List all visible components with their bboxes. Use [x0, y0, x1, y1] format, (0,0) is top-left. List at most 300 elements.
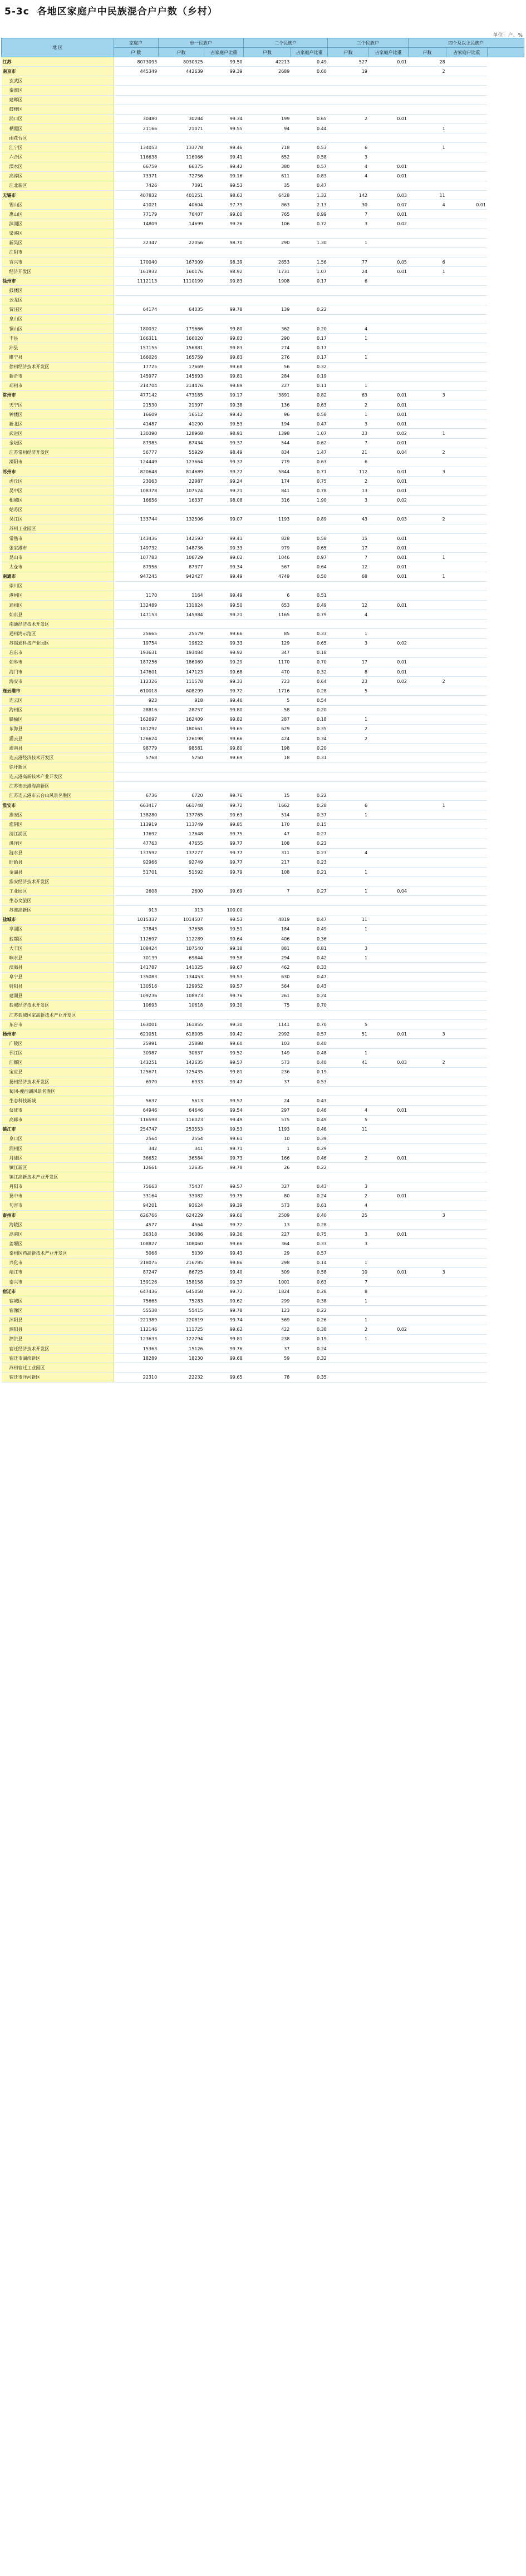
- data-cell: [291, 896, 327, 905]
- data-cell: 1: [328, 867, 368, 876]
- data-cell: [158, 1087, 204, 1096]
- data-cell: [408, 238, 446, 247]
- data-cell: 5: [328, 1115, 368, 1124]
- data-cell: [408, 1354, 446, 1363]
- table-row: [2, 620, 524, 629]
- data-cell: 2653: [244, 257, 291, 266]
- data-cell: 99.77: [204, 839, 244, 848]
- data-cell: 0.02: [368, 677, 408, 686]
- table-row: [2, 105, 524, 114]
- data-cell: [368, 371, 408, 381]
- data-cell: 99.39: [204, 1201, 244, 1210]
- data-cell: 3: [328, 1230, 368, 1239]
- data-cell: [204, 781, 244, 791]
- region-name: 丹徒区: [2, 1153, 114, 1163]
- data-cell: [408, 648, 446, 657]
- data-cell: [368, 810, 408, 820]
- data-cell: 99.42: [204, 410, 244, 419]
- data-cell: 1: [328, 810, 368, 820]
- data-cell: 0.49: [291, 57, 327, 67]
- data-cell: [408, 1010, 446, 1020]
- data-cell: 99.41: [204, 534, 244, 543]
- data-cell: 99.50: [204, 601, 244, 610]
- data-cell: [446, 448, 487, 457]
- data-cell: 180032: [114, 324, 158, 333]
- data-cell: [408, 820, 446, 829]
- data-cell: 236: [244, 1067, 291, 1077]
- region-name: 如东县: [2, 610, 114, 620]
- data-cell: 253553: [158, 1124, 204, 1134]
- data-cell: [114, 247, 158, 257]
- data-cell: 0.51: [291, 591, 327, 600]
- data-cell: 129952: [158, 982, 204, 991]
- region-name: 新沂市: [2, 371, 114, 381]
- data-cell: 1: [328, 238, 368, 247]
- table-header: [2, 38, 524, 57]
- data-cell: 99.17: [204, 390, 244, 400]
- data-cell: [158, 86, 204, 95]
- data-cell: [368, 877, 408, 886]
- data-cell: 0.61: [291, 1201, 327, 1210]
- data-cell: 33164: [114, 1191, 158, 1201]
- data-cell: [114, 505, 158, 514]
- data-cell: 1015337: [114, 915, 158, 924]
- table-row: [2, 1182, 524, 1191]
- data-cell: [408, 105, 446, 114]
- table-row: [2, 677, 524, 686]
- data-cell: [368, 343, 408, 353]
- data-cell: 25579: [158, 629, 204, 638]
- data-cell: 99.51: [204, 924, 244, 934]
- data-cell: 160176: [158, 267, 204, 276]
- data-cell: [408, 505, 446, 514]
- data-cell: [446, 562, 487, 572]
- data-cell: [328, 820, 368, 829]
- data-cell: [244, 620, 291, 629]
- data-cell: 134453: [158, 972, 204, 982]
- data-cell: [328, 963, 368, 972]
- table-row: [2, 724, 524, 734]
- data-cell: [408, 410, 446, 419]
- data-cell: 0.38: [291, 1296, 327, 1306]
- data-cell: [244, 1087, 291, 1096]
- data-cell: 112146: [114, 1325, 158, 1334]
- data-cell: 99.57: [204, 982, 244, 991]
- data-cell: 652: [244, 152, 291, 162]
- data-cell: [446, 601, 487, 610]
- data-cell: [408, 76, 446, 86]
- data-cell: 342: [114, 1144, 158, 1153]
- region-name: 海门市: [2, 667, 114, 677]
- data-cell: 28816: [114, 705, 158, 715]
- data-cell: [408, 534, 446, 543]
- data-cell: [446, 219, 487, 229]
- data-cell: 0.05: [368, 257, 408, 266]
- data-cell: [291, 1010, 327, 1020]
- data-cell: 0.33: [291, 963, 327, 972]
- data-cell: 445349: [114, 67, 158, 76]
- data-cell: 0.28: [291, 1220, 327, 1230]
- data-cell: 7: [328, 553, 368, 562]
- data-cell: 87247: [114, 1267, 158, 1277]
- table-row: [2, 76, 524, 86]
- data-cell: 0.01: [368, 1230, 408, 1239]
- table-row: [2, 800, 524, 810]
- data-cell: 107524: [158, 486, 204, 496]
- table-row: [2, 629, 524, 638]
- data-cell: 17: [328, 657, 368, 667]
- data-cell: 624229: [158, 1211, 204, 1220]
- data-cell: 1.90: [291, 496, 327, 505]
- data-cell: 16609: [114, 410, 158, 419]
- data-cell: 123664: [158, 457, 204, 467]
- data-cell: 298: [244, 1258, 291, 1267]
- data-cell: 19754: [114, 638, 158, 648]
- region-name: 灌云县: [2, 734, 114, 743]
- data-cell: 0.17: [291, 334, 327, 343]
- data-cell: 113919: [114, 820, 158, 829]
- data-cell: 0.32: [291, 667, 327, 677]
- data-cell: [446, 1211, 487, 1220]
- data-cell: 0.35: [291, 724, 327, 734]
- data-cell: 99.58: [204, 953, 244, 963]
- data-cell: [408, 1020, 446, 1029]
- data-cell: 0.31: [291, 753, 327, 762]
- region-name: 经济开发区: [2, 267, 114, 276]
- data-cell: 109236: [114, 991, 158, 1000]
- data-cell: 2: [408, 448, 446, 457]
- data-cell: 0.22: [291, 305, 327, 314]
- data-cell: 99.74: [204, 1315, 244, 1325]
- table-row: [2, 400, 524, 410]
- data-cell: [408, 543, 446, 553]
- data-cell: [368, 67, 408, 76]
- data-cell: 99.86: [204, 1258, 244, 1267]
- data-cell: 78: [244, 1373, 291, 1382]
- data-cell: 0.47: [291, 419, 327, 429]
- data-cell: [408, 381, 446, 390]
- data-cell: 573: [244, 1201, 291, 1210]
- data-cell: 0.58: [291, 534, 327, 543]
- data-cell: 22232: [158, 1373, 204, 1382]
- data-cell: [204, 86, 244, 95]
- region-name: 徐州市: [2, 276, 114, 286]
- data-cell: 56777: [114, 448, 158, 457]
- region-name: 扬中市: [2, 1191, 114, 1201]
- data-cell: 157155: [114, 343, 158, 353]
- data-cell: [158, 247, 204, 257]
- data-cell: [446, 514, 487, 524]
- data-cell: 0.48: [291, 1048, 327, 1058]
- data-cell: [328, 133, 368, 143]
- data-cell: [158, 76, 204, 86]
- data-cell: 4: [328, 1106, 368, 1115]
- data-cell: 3: [328, 944, 368, 953]
- region-name: 建湖县: [2, 991, 114, 1000]
- data-cell: [446, 1325, 487, 1334]
- data-cell: [204, 314, 244, 324]
- data-cell: 64646: [158, 1106, 204, 1115]
- data-cell: [446, 123, 487, 133]
- data-cell: 1: [244, 1144, 291, 1153]
- data-cell: 1731: [244, 267, 291, 276]
- data-cell: [408, 1315, 446, 1325]
- table-row: [2, 1010, 524, 1020]
- data-cell: [114, 877, 158, 886]
- data-cell: 99.80: [204, 324, 244, 333]
- data-cell: 11: [328, 1124, 368, 1134]
- data-cell: 1: [328, 924, 368, 934]
- table-row: [2, 1230, 524, 1239]
- data-cell: 99.61: [204, 1134, 244, 1143]
- table-row: [2, 839, 524, 848]
- region-name: 苏州宿迁工业园区: [2, 1363, 114, 1373]
- data-cell: 1193: [244, 1124, 291, 1134]
- region-name: 京口区: [2, 1134, 114, 1143]
- table-row: [2, 524, 524, 533]
- data-cell: 8: [328, 667, 368, 677]
- data-cell: 0.02: [368, 1325, 408, 1334]
- data-cell: [446, 1182, 487, 1191]
- region-name: 淮安经济技术开发区: [2, 877, 114, 886]
- region-name: 宿城区: [2, 1296, 114, 1306]
- data-cell: [446, 247, 487, 257]
- data-cell: 0.01: [368, 267, 408, 276]
- data-cell: [408, 438, 446, 448]
- data-cell: 145977: [114, 371, 158, 381]
- data-cell: 0.01: [368, 400, 408, 410]
- data-cell: 0.82: [291, 390, 327, 400]
- data-cell: [408, 1306, 446, 1315]
- data-cell: [408, 886, 446, 896]
- table-row: [2, 1134, 524, 1143]
- data-cell: 0.78: [291, 486, 327, 496]
- data-cell: 274: [244, 343, 291, 353]
- data-cell: 99.29: [204, 657, 244, 667]
- data-cell: 99.85: [204, 820, 244, 829]
- data-cell: 1: [328, 629, 368, 638]
- data-cell: 142635: [158, 1058, 204, 1067]
- data-cell: 0.63: [291, 400, 327, 410]
- data-cell: [408, 858, 446, 867]
- region-name: 南京市: [2, 67, 114, 76]
- data-cell: 25665: [114, 629, 158, 638]
- data-cell: 0.01: [368, 438, 408, 448]
- data-cell: 1170: [114, 591, 158, 600]
- data-cell: [244, 1010, 291, 1020]
- data-cell: [408, 848, 446, 858]
- data-cell: 1398: [244, 429, 291, 438]
- data-cell: [446, 86, 487, 95]
- data-cell: 1716: [244, 686, 291, 696]
- data-cell: 99.42: [204, 162, 244, 171]
- data-cell: [368, 944, 408, 953]
- table-row: [2, 744, 524, 753]
- data-cell: 569: [244, 1315, 291, 1325]
- region-name: 鼓楼区: [2, 286, 114, 295]
- data-cell: 21530: [114, 400, 158, 410]
- data-cell: 261: [244, 991, 291, 1000]
- data-cell: 3: [408, 390, 446, 400]
- data-cell: [408, 629, 446, 638]
- data-cell: 99.78: [204, 305, 244, 314]
- table-row: [2, 610, 524, 620]
- data-cell: [291, 76, 327, 86]
- data-cell: [328, 247, 368, 257]
- region-name: 邳州市: [2, 381, 114, 390]
- data-cell: 179666: [158, 324, 204, 333]
- data-cell: [368, 314, 408, 324]
- data-cell: 165759: [158, 353, 204, 362]
- table-row: [2, 67, 524, 76]
- data-cell: 2: [408, 67, 446, 76]
- data-cell: 99.78: [204, 1306, 244, 1315]
- data-cell: [291, 1087, 327, 1096]
- region-name: 生态文旅区: [2, 896, 114, 905]
- data-cell: 0.37: [291, 810, 327, 820]
- data-cell: 470: [244, 667, 291, 677]
- data-cell: [446, 467, 487, 477]
- data-cell: 422: [244, 1325, 291, 1334]
- data-cell: 143251: [114, 1058, 158, 1067]
- data-cell: [244, 247, 291, 257]
- data-cell: 75437: [158, 1182, 204, 1191]
- data-cell: [446, 1048, 487, 1058]
- data-cell: 18230: [158, 1354, 204, 1363]
- data-cell: 17692: [114, 829, 158, 839]
- data-cell: [328, 791, 368, 800]
- data-cell: 7: [328, 1277, 368, 1287]
- data-cell: 4577: [114, 1220, 158, 1230]
- data-cell: [446, 553, 487, 562]
- data-cell: 1014507: [158, 915, 204, 924]
- table-row: [2, 276, 524, 286]
- data-cell: [408, 496, 446, 505]
- data-cell: 618005: [158, 1029, 204, 1039]
- region-name: 盐城经济技术开发区: [2, 1000, 114, 1010]
- region-name: 苏淮高新区: [2, 905, 114, 915]
- data-cell: 0.01: [368, 477, 408, 486]
- data-cell: 0.49: [291, 1115, 327, 1124]
- data-cell: [328, 839, 368, 848]
- region-name: 姑苏区: [2, 505, 114, 514]
- data-cell: 51701: [114, 867, 158, 876]
- data-cell: 16656: [114, 496, 158, 505]
- data-cell: [408, 247, 446, 257]
- data-cell: [368, 581, 408, 591]
- data-cell: [244, 1172, 291, 1182]
- table-row: [2, 686, 524, 696]
- data-cell: 0.11: [291, 381, 327, 390]
- data-cell: [408, 286, 446, 295]
- data-cell: 0.46: [291, 1106, 327, 1115]
- data-cell: [368, 152, 408, 162]
- data-cell: 99.52: [204, 1048, 244, 1058]
- data-cell: 0.19: [291, 371, 327, 381]
- region-name: 如皋市: [2, 657, 114, 667]
- data-cell: 2600: [158, 886, 204, 896]
- data-cell: 0.24: [291, 1191, 327, 1201]
- data-cell: [408, 1296, 446, 1306]
- data-cell: 1: [328, 410, 368, 419]
- data-cell: [368, 1334, 408, 1344]
- data-cell: [368, 1124, 408, 1134]
- data-cell: 7: [244, 886, 291, 896]
- data-cell: [368, 1315, 408, 1325]
- data-cell: 99.54: [204, 1106, 244, 1115]
- region-name: 崇川区: [2, 581, 114, 591]
- data-cell: 130390: [114, 429, 158, 438]
- data-cell: 59: [244, 1354, 291, 1363]
- data-cell: 75283: [158, 1296, 204, 1306]
- data-cell: 17: [328, 543, 368, 553]
- data-cell: 0.89: [291, 514, 327, 524]
- region-name: 苏州市: [2, 467, 114, 477]
- data-cell: 99.02: [204, 553, 244, 562]
- data-cell: 814689: [158, 467, 204, 477]
- data-cell: [368, 1134, 408, 1143]
- data-cell: [114, 229, 158, 238]
- subheader-count-1: 户数: [158, 48, 204, 57]
- data-cell: [204, 620, 244, 629]
- data-cell: [328, 1354, 368, 1363]
- data-cell: [368, 1096, 408, 1106]
- data-cell: [446, 1087, 487, 1096]
- data-cell: 143436: [114, 534, 158, 543]
- data-cell: 841: [244, 486, 291, 496]
- data-cell: 99.41: [204, 152, 244, 162]
- data-cell: 159126: [114, 1277, 158, 1287]
- data-cell: 99.80: [204, 744, 244, 753]
- data-cell: [328, 1344, 368, 1353]
- data-cell: 913: [158, 905, 204, 915]
- data-cell: 0.01: [368, 1267, 408, 1277]
- data-cell: 75665: [114, 1296, 158, 1306]
- data-cell: [368, 1087, 408, 1096]
- data-cell: 199: [244, 114, 291, 123]
- data-cell: 0.63: [291, 1277, 327, 1287]
- region-name: 吴中区: [2, 486, 114, 496]
- data-cell: [408, 362, 446, 371]
- data-cell: 107783: [114, 553, 158, 562]
- data-cell: 30987: [114, 1048, 158, 1058]
- data-cell: [408, 1220, 446, 1230]
- data-cell: [408, 991, 446, 1000]
- data-cell: [446, 610, 487, 620]
- data-cell: [446, 496, 487, 505]
- subheader-count-3: 户数: [328, 48, 368, 57]
- table-row: [2, 762, 524, 772]
- data-cell: [368, 1144, 408, 1153]
- data-cell: [328, 1306, 368, 1315]
- region-name: 江阴市: [2, 247, 114, 257]
- data-cell: [368, 524, 408, 533]
- data-cell: 0.40: [291, 1211, 327, 1220]
- data-cell: 1: [328, 381, 368, 390]
- data-cell: 0.24: [291, 1344, 327, 1353]
- data-cell: 1001: [244, 1277, 291, 1287]
- data-cell: [328, 1144, 368, 1153]
- data-cell: [114, 95, 158, 105]
- data-cell: 85: [244, 629, 291, 638]
- header-single: 单一民族户: [158, 38, 243, 48]
- data-cell: 1: [328, 353, 368, 362]
- table-row: [2, 553, 524, 562]
- data-cell: 0.38: [291, 1325, 327, 1334]
- table-row: [2, 867, 524, 876]
- data-cell: 3: [408, 467, 446, 477]
- data-cell: [114, 1363, 158, 1373]
